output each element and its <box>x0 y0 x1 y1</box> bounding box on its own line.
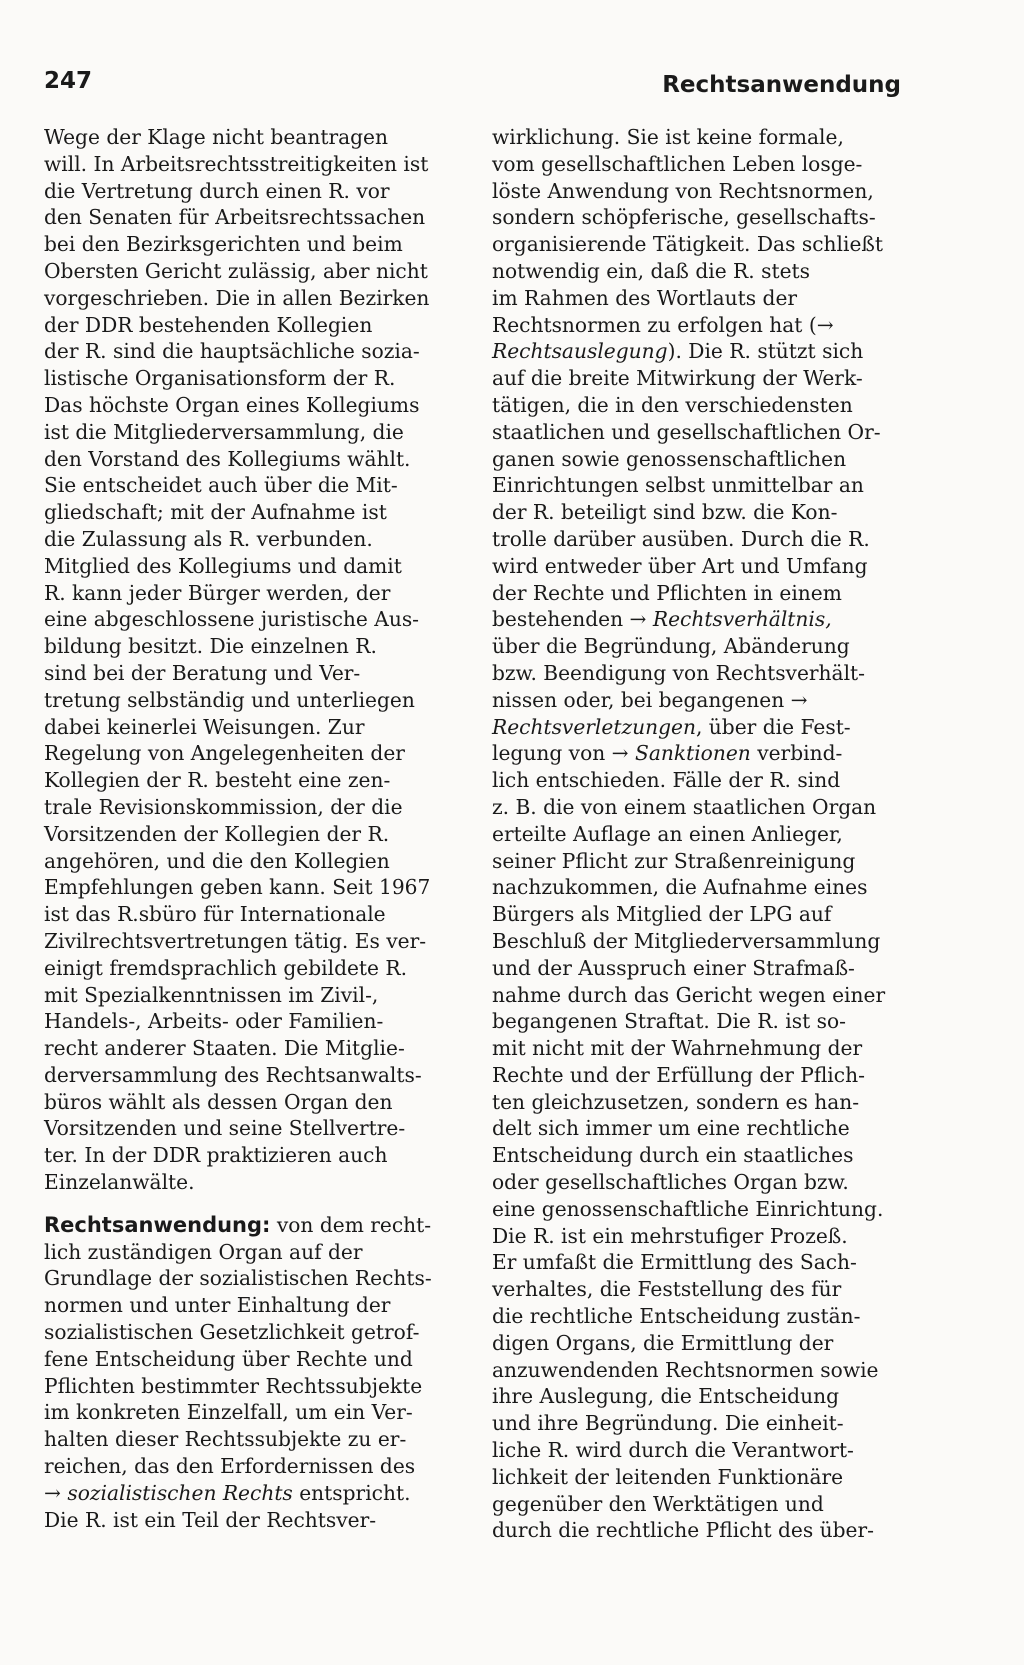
text-line: wird entweder über Art und Umfang <box>492 553 868 578</box>
text-line: büros wählt als dessen Organ den <box>44 1089 393 1114</box>
text-line: lich entschieden. Fälle der R. sind <box>492 768 841 793</box>
text-line: fene Entscheidung über Rechte und <box>44 1346 413 1371</box>
text-fragment: nissen oder, bei begangenen <box>492 687 791 712</box>
text-line: Bürgers als Mitglied der LPG auf <box>492 902 832 927</box>
text-line: die Zulassung als R. verbunden. <box>44 526 373 551</box>
text-line <box>492 687 894 714</box>
text-line: staatlichen und gesellschaftlichen Or- <box>492 419 881 444</box>
text-line: Einzelanwälte. <box>44 1170 195 1195</box>
text-line: gliedschaft; mit der Aufnahme ist <box>44 500 387 525</box>
text-line: angehören, und die den Kollegien <box>44 848 390 873</box>
text-line: ihre Auslegung, die Entscheidung <box>492 1384 840 1409</box>
text-line: im Rahmen des Wortlauts der <box>492 285 798 310</box>
text-line: Das höchste Organ eines Kollegiums <box>44 392 420 417</box>
text-line: ter. In der DDR praktizieren auch <box>44 1143 388 1168</box>
text-line: trale Revisionskommission, der die <box>44 794 403 819</box>
text-fragment: legung von <box>492 741 612 766</box>
text-line: Empfehlungen geben kann. Seit 1967 <box>44 875 431 900</box>
text-line: und ihre Begründung. Die einheit- <box>492 1411 844 1436</box>
text-line: Regelung von Angelegenheiten der <box>44 741 405 766</box>
left-column <box>44 124 484 1533</box>
text-line: mit Spezialkenntnissen im Zivil-, <box>44 982 379 1007</box>
entry-rechtsanwendung <box>44 1212 484 1534</box>
cross-ref-arrow-icon: → <box>790 687 808 712</box>
text-line: digen Organs, die Ermittlung der <box>492 1330 834 1355</box>
text-line: ganen sowie genossenschaftlichen <box>492 446 847 471</box>
text-line: halten dieser Rechtssubjekte zu er- <box>44 1427 407 1452</box>
text-line: R. kann jeder Bürger werden, der <box>44 580 391 605</box>
text-line: Rechte und der Erfüllung der Pflich- <box>492 1062 865 1087</box>
text-line: Grundlage der sozialistischen Rechts- <box>44 1266 432 1291</box>
text-line: Pflichten bestimmter Rechtssubjekte <box>44 1373 423 1398</box>
text-line: der DDR bestehenden Kollegien <box>44 312 373 337</box>
text-line: Vorsitzenden der Kollegien der R. <box>44 821 390 846</box>
text-line: einigt fremdsprachlich gebildete R. <box>44 955 408 980</box>
text-fragment: Rechtsnormen zu erfolgen hat ( <box>492 312 817 337</box>
text-line: oder gesellschaftliches Organ bzw. <box>492 1170 849 1195</box>
text-line: über die Begründung, Abänderung <box>492 634 850 659</box>
text-line: sozialistischen Gesetzlichkeit getrof- <box>44 1320 420 1345</box>
running-title: Rechtsanwendung <box>662 72 901 98</box>
text-line: bzw. Beendigung von Rechtsverhält- <box>492 660 865 685</box>
text-line: Entscheidung durch ein staatliches <box>492 1143 854 1168</box>
text-line: Handels-, Arbeits- oder Familien- <box>44 1009 384 1034</box>
text-line: Beschluß der Mitgliederversammlung <box>492 928 881 953</box>
text-line: nachzukommen, die Aufnahme eines <box>492 875 868 900</box>
text-line: normen und unter Einhaltung der <box>44 1293 391 1318</box>
text-line: vorgeschrieben. Die in allen Bezirken <box>44 285 430 310</box>
text-line: bei den Bezirksgerichten und beim <box>44 232 403 257</box>
text-line: Er umfaßt die Ermittlung des Sach- <box>492 1250 857 1275</box>
text-line <box>44 1212 484 1239</box>
text-line: Einrichtungen selbst unmittelbar an <box>492 473 864 498</box>
cross-ref-link[interactable]: sozialistischen Rechts <box>67 1480 293 1505</box>
cross-ref-link[interactable]: Rechtsverletzungen <box>492 714 696 739</box>
right-column <box>492 124 894 1544</box>
text-line: begangenen Straftat. Die R. ist so- <box>492 1009 846 1034</box>
text-line: Die R. ist ein mehrstufiger Prozeß. <box>492 1223 848 1248</box>
text-line: eine abgeschlossene juristische Aus- <box>44 607 419 632</box>
text-fragment: ). Die R. stützt sich <box>667 339 864 364</box>
text-fragment: verbind- <box>750 741 843 766</box>
text-line: liche R. wird durch die Verantwort- <box>492 1438 854 1463</box>
paragraph-lawyers <box>44 124 484 1196</box>
text-line: Mitglied des Kollegiums und damit <box>44 553 402 578</box>
text-line: listische Organisationsform der R. <box>44 366 396 391</box>
text-line: vom gesellschaftlichen Leben losge- <box>492 151 863 176</box>
text-line <box>492 338 894 365</box>
text-line: den Vorstand des Kollegiums wählt. <box>44 446 411 471</box>
text-line: ten gleichzusetzen, sondern es han- <box>492 1089 860 1114</box>
text-line: wirklichung. Sie ist keine formale, <box>492 125 844 149</box>
text-line: tretung selbständig und unterliegen <box>44 687 415 712</box>
entry-headword: Rechtsanwendung: <box>44 1212 271 1237</box>
text-line: im konkreten Einzelfall, um ein Ver- <box>44 1400 413 1425</box>
text-line: delt sich immer um eine rechtliche <box>492 1116 850 1141</box>
text-line: anzuwendenden Rechtsnormen sowie <box>492 1357 879 1382</box>
text-line: organisierende Tätigkeit. Das schließt <box>492 232 883 257</box>
text-line <box>44 1480 484 1507</box>
cross-ref-arrow-icon: → <box>611 741 629 766</box>
text-line: Obersten Gericht zulässig, aber nicht <box>44 258 428 283</box>
text-line: Zivilrechtsvertretungen tätig. Es ver- <box>44 928 427 953</box>
text-line: gegenüber den Werktätigen und <box>492 1491 824 1516</box>
text-line: Sie entscheidet auch über die Mit- <box>44 473 398 498</box>
text-line <box>492 740 894 767</box>
text-line <box>492 714 894 741</box>
text-line: Vorsitzenden und seine Stellvertre- <box>44 1116 406 1141</box>
cross-ref-arrow-icon: → <box>816 312 834 337</box>
text-line: ist das R.sbüro für Internationale <box>44 902 386 927</box>
text-line: recht anderer Staaten. Die Mitglie- <box>44 1036 405 1061</box>
text-line: erteilte Auflage an einen Anlieger, <box>492 821 843 846</box>
text-line <box>492 312 894 339</box>
text-line: die Vertretung durch einen R. vor <box>44 178 390 203</box>
text-line: seiner Pflicht zur Straßenreinigung <box>492 848 856 873</box>
text-line: der Rechte und Pflichten in einem <box>492 580 842 605</box>
text-line: notwendig ein, daß die R. stets <box>492 258 810 283</box>
text-line: dabei keinerlei Weisungen. Zur <box>44 714 365 739</box>
text-line: nahme durch das Gericht wegen einer <box>492 982 886 1007</box>
entry-first-line: von dem recht- <box>270 1212 432 1237</box>
text-line: löste Anwendung von Rechtsnormen, <box>492 178 874 203</box>
text-line: lich zuständigen Organ auf der <box>44 1239 363 1264</box>
text-line: trolle darüber ausüben. Durch die R. <box>492 526 870 551</box>
text-fragment: entspricht. <box>292 1480 411 1505</box>
text-line: Wege der Klage nicht beantragen <box>44 125 389 149</box>
text-fragment: bestehenden <box>492 607 630 632</box>
text-line: verhaltes, die Feststellung des für <box>492 1277 842 1302</box>
cross-ref-link[interactable]: Rechtsverhältnis, <box>646 607 832 632</box>
text-line: Die R. ist ein Teil der Rechtsver- <box>44 1507 377 1532</box>
text-line: z. B. die von einem staatlichen Organ <box>492 794 877 819</box>
text-line <box>492 606 894 633</box>
text-fragment: , über die Fest- <box>695 714 851 739</box>
cross-ref-arrow-icon: → <box>44 1480 61 1505</box>
text-line: eine genossenschaftliche Einrichtung. <box>492 1196 884 1221</box>
text-line: derversammlung des Rechtsanwalts- <box>44 1062 422 1087</box>
text-line: auf die breite Mitwirkung der Werk- <box>492 366 863 391</box>
text-line: ist die Mitgliederversammlung, die <box>44 419 404 444</box>
text-line: mit nicht mit der Wahrnehmung der <box>492 1036 863 1061</box>
cross-ref-arrow-icon: → <box>629 607 647 632</box>
text-line: der R. sind die hauptsächliche sozia- <box>44 339 420 364</box>
text-line: die rechtliche Entscheidung zustän- <box>492 1304 861 1329</box>
cross-ref-link[interactable]: Rechtsauslegung <box>492 339 668 364</box>
text-line: sind bei der Beratung und Ver- <box>44 660 361 685</box>
text-line: bildung besitzt. Die einzelnen R. <box>44 634 377 659</box>
text-line: durch die rechtliche Pflicht des über- <box>492 1518 874 1543</box>
text-line: sondern schöpferische, gesellschafts- <box>492 205 876 230</box>
page-number: 247 <box>44 68 93 94</box>
text-line: tätigen, die in den verschiedensten <box>492 392 853 417</box>
text-line: der R. beteiligt sind bzw. die Kon- <box>492 500 838 525</box>
text-line: will. In Arbeitsrechtsstreitigkeiten ist <box>44 151 429 176</box>
text-line: lichkeit der leitenden Funktionäre <box>492 1464 844 1489</box>
text-line: den Senaten für Arbeitsrechtssachen <box>44 205 426 230</box>
cross-ref-link[interactable]: Sanktionen <box>628 741 751 766</box>
text-line: reichen, das den Erfordernissen des <box>44 1454 416 1479</box>
text-line: Kollegien der R. besteht eine zen- <box>44 768 391 793</box>
text-line: und der Ausspruch einer Strafmaß- <box>492 955 855 980</box>
